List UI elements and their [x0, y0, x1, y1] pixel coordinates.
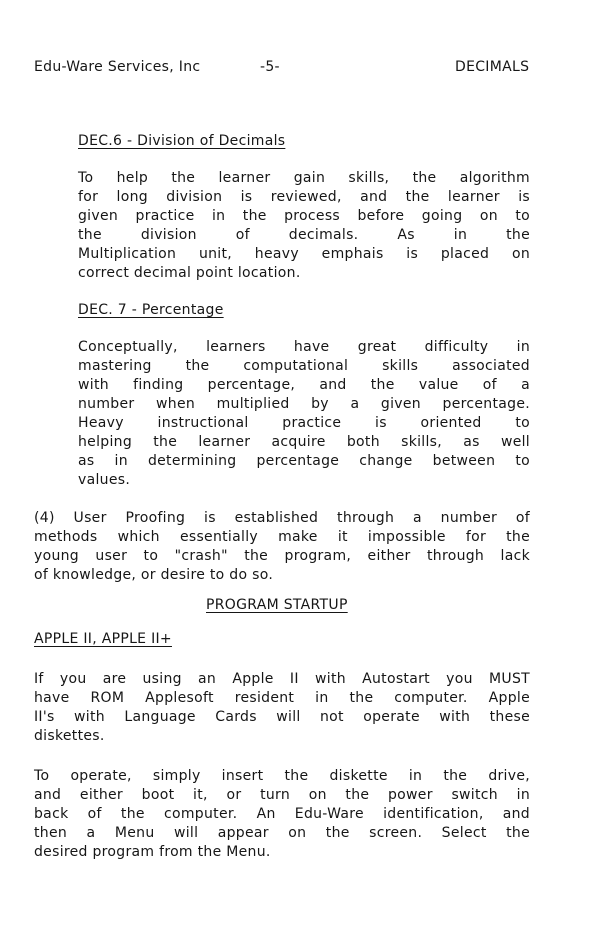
apple-para1-line: If you are using an Apple II with Autostart you MUST: [34, 671, 530, 687]
user-proofing-line: young user to "crash" the program, either through lack: [34, 548, 530, 564]
apple-para1-line: have ROM Applesoft resident in the computer. Apple: [34, 690, 530, 706]
dec7-line: as in determining percentage change between to: [78, 453, 530, 469]
user-proofing-line: methods which essentially make it impossible for the: [34, 529, 530, 545]
dec6-line: Multiplication unit, heavy emphais is placed on: [78, 246, 530, 262]
dec6-line: the division of decimals. As in the: [78, 227, 530, 243]
dec7-heading: DEC. 7 - Percentage: [78, 302, 224, 318]
dec7-line: number when multiplied by a given percentage.: [78, 396, 530, 412]
apple-para2-line: back of the computer. An Edu-Ware identification, and: [34, 806, 530, 822]
apple-para1-line: diskettes.: [34, 728, 105, 744]
dec6-line: correct decimal point location.: [78, 265, 301, 281]
apple-para2-line: and either boot it, or turn on the power switch in: [34, 787, 530, 803]
dec6-line: for long division is reviewed, and the learner is: [78, 189, 530, 205]
dec7-line: values.: [78, 472, 131, 488]
dec6-line: given practice in the process before going on to: [78, 208, 530, 224]
dec7-line: Heavy instructional practice is oriented to: [78, 415, 530, 431]
dec7-line: with finding percentage, and the value of a: [78, 377, 530, 393]
dec6-heading: DEC.6 - Division of Decimals: [78, 133, 286, 149]
header-company: Edu-Ware Services, Inc: [34, 59, 201, 75]
apple-heading: APPLE II, APPLE II+: [34, 631, 172, 647]
dec7-line: Conceptually, learners have great difficulty in: [78, 339, 530, 355]
program-startup-heading: PROGRAM STARTUP: [206, 597, 348, 613]
apple-para2-line: To operate, simply insert the diskette in the drive,: [34, 768, 530, 784]
dec7-line: mastering the computational skills associated: [78, 358, 530, 374]
page-number: -5-: [260, 59, 280, 75]
apple-para2-line: desired program from the Menu.: [34, 844, 271, 860]
apple-para2-line: then a Menu will appear on the screen. Select the: [34, 825, 530, 841]
user-proofing-line: (4) User Proofing is established through a number of: [34, 510, 530, 526]
dec6-line: To help the learner gain skills, the algorithm: [78, 170, 530, 186]
user-proofing-line: of knowledge, or desire to do so.: [34, 567, 274, 583]
apple-para1-line: II's with Language Cards will not operate with these: [34, 709, 530, 725]
dec7-line: helping the learner acquire both skills, as well: [78, 434, 530, 450]
header-section: DECIMALS: [455, 59, 530, 75]
